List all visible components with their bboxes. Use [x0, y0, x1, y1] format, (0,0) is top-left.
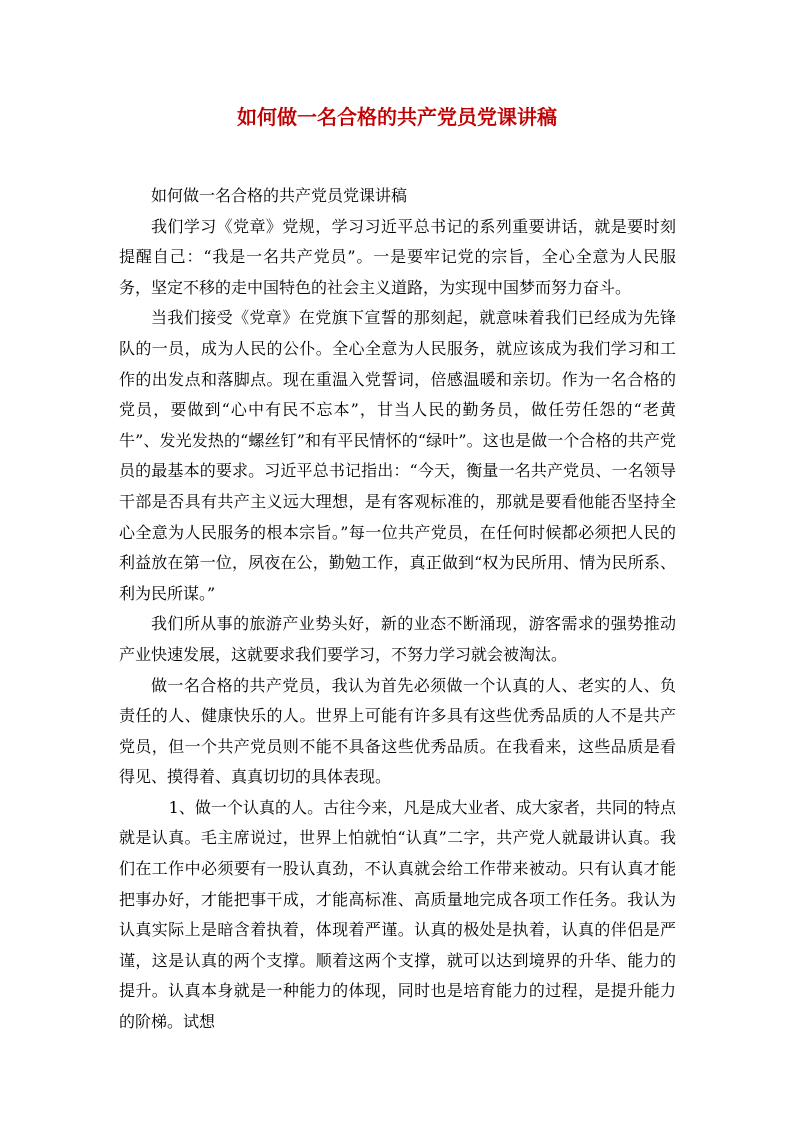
paragraph-5: 1、做一个认真的人。古往今来，凡是成大业者、成大家者，共同的特点就是认真。毛主席说过，世界上怕就怕“认真”二字，共产党人就最讲认真。我们在工作中必须要有一股认真劲，不认真就会给工作带来被动。只有认真才能把事办好，才能把事干成，才能高标准、高质量地完成各项工作任务。我认为认真实际上是暗含着执着，体现着严谨。认真的极处是执着，认真的伴侣是严谨，这是认真的两个支撑。顺着这两个支撑，就可以达到境界的升华、能力的提升。认真本身就是一种能力的体现，同时也是培育能力的过程，是提升能力的阶梯。试想 [119, 797, 676, 1032]
paragraph-4: 做一名合格的共产党员，我认为首先必须做一个认真的人、老实的人、负责任的人、健康快乐的人。世界上可能有许多具有这些优秀品质的人不是共产党员，但一个共产党员则不能不具备这些优秀品质。在我看来，这些品质是看得见、摸得着、真真切切的具体表现。 [119, 675, 676, 787]
document-title: 如何做一名合格的共产党员党课讲稿 [237, 105, 557, 129]
document-body [119, 181, 676, 1038]
paragraph-1: 我们学习《党章》党规，学习习近平总书记的系列重要讲话，就是要时刻提醒自己：“我是一名共产党员”。一是要牢记党的宗旨，全心全意为人民服务，坚定不移的走中国特色的社会主义道路，为实现中国梦而努力奋斗。 [119, 216, 676, 297]
paragraph-3: 我们所从事的旅游产业势头好，新的业态不断涌现，游客需求的强势推动产业快速发展，这就要求我们要学习，不努力学习就会被淘汰。 [119, 614, 676, 664]
paragraph-2: 当我们接受《党章》在党旗下宣誓的那刻起，就意味着我们已经成为先锋队的一员，成为人民的公仆。全心全意为人民服务，就应该成为我们学习和工作的出发点和落脚点。现在重温入党誓词，倍感温暖和亲切。作为一名合格的党员，要做到“心中有民不忘本”，甘当人民的勤务员，做任劳任怨的“老黄牛”、发光发热的“螺丝钉”和有平民情怀的“绿叶”。这也是做一个合格的共产党员的最基本的要求。习近平总书记指出：“今天，衡量一名共产党员、一名领导干部是否具有共产主义远大理想，是有客观标准的，那就是要看他能否坚持全心全意为人民服务的根本宗旨。”每一位共产党员，在任何时候都必须把人民的利益放在第一位，夙夜在公，勤勉工作，真正做到“权为民所用、情为民所系、利为民所谋。” [119, 308, 676, 603]
paragraph-subtitle: 如何做一名合格的共产党员党课讲稿 [151, 186, 408, 205]
